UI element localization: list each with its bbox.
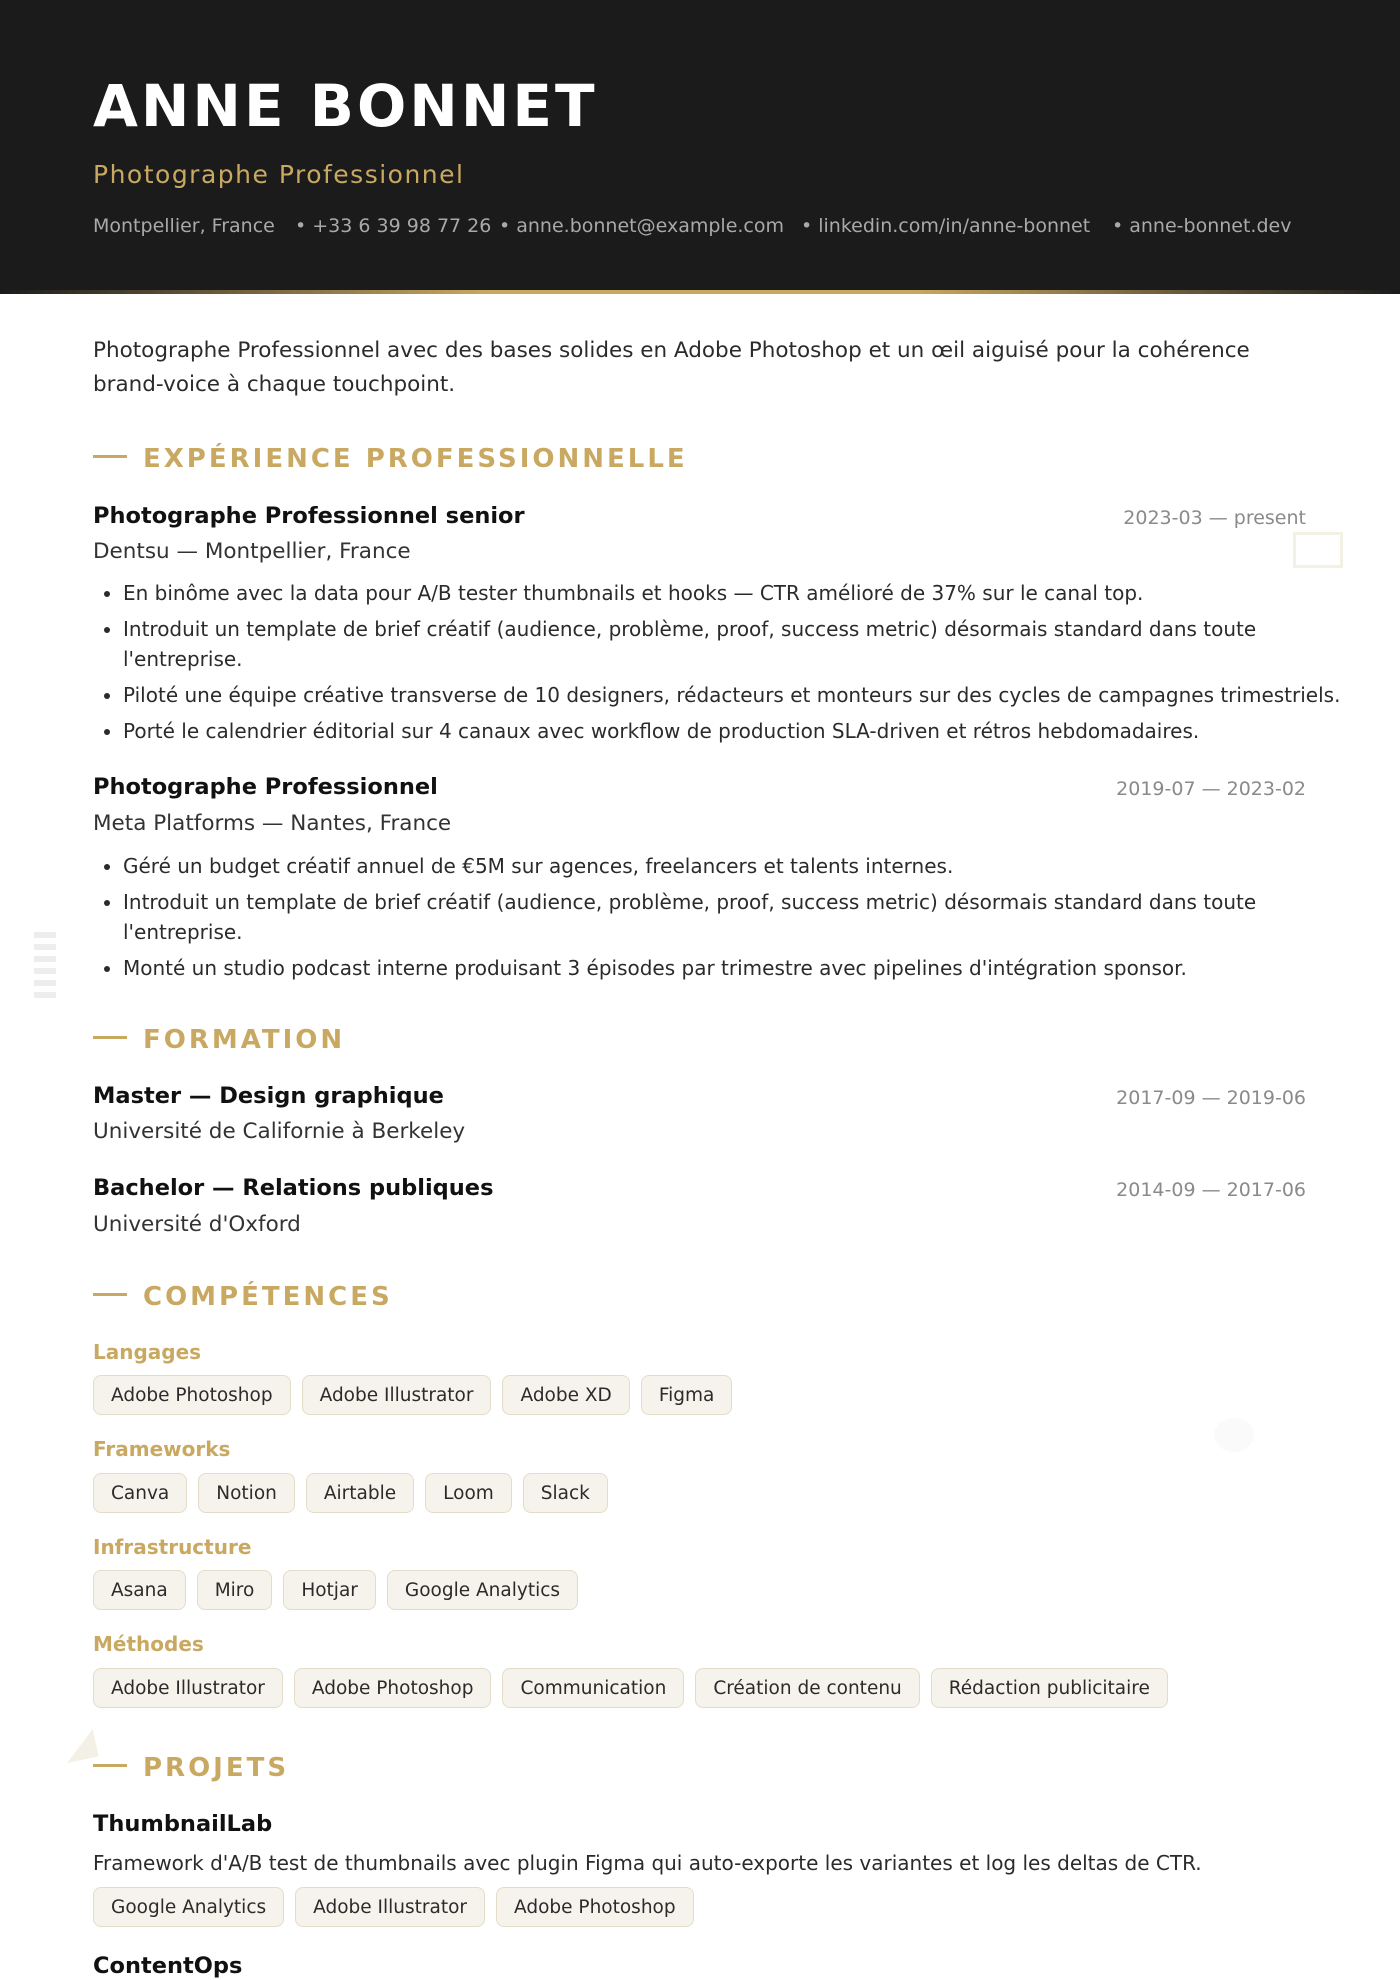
list-item: • En binôme avec la data pour A/B tester thumbnails et hooks — CTR amélioré de 37% sur le canal top. <box>123 578 1343 608</box>
profile-summary: Photographe Professionnel avec des bases solides en Adobe Photoshop et un œil aiguisé pour la cohérence brand-voice à chaque touchpoint. <box>93 338 1250 397</box>
list-item: • Géré un budget créatif annuel de €5M sur agences, freelancers et talents internes. <box>123 851 1343 881</box>
list-item: • Introduit un template de brief créatif (audience, problème, proof, success metric) désormais standard dans toute l'entreprise. <box>123 614 1343 674</box>
job-bullets <box>93 578 1343 752</box>
skill-tag-row <box>93 1570 589 1614</box>
project-description: Framework d'A/B test de thumbnails avec plugin Figma qui auto-exporte les variantes et log les deltas de CTR. <box>93 1851 1202 1875</box>
skill-group-label: Frameworks <box>93 1437 231 1461</box>
job-title: Photographe Professionnel senior <box>93 503 525 529</box>
skill-tag: Adobe XD <box>502 1375 629 1415</box>
job-title: Photographe Professionnel <box>93 774 438 800</box>
education-degree: Bachelor — Relations publiques <box>93 1175 494 1201</box>
contact-website[interactable]: • anne-bonnet.dev <box>1112 215 1292 237</box>
skill-tag: Adobe Photoshop <box>93 1375 291 1415</box>
skill-tag: Création de contenu <box>695 1668 919 1708</box>
section-title-education: FORMATION <box>93 1025 345 1055</box>
skill-group-label: Langages <box>93 1340 202 1364</box>
project-tag: Google Analytics <box>93 1887 284 1927</box>
header-banner <box>0 0 1400 294</box>
education-dates: 2017-09 — 2019-06 <box>1116 1087 1306 1109</box>
job-company: Dentsu — Montpellier, France <box>93 539 411 564</box>
header-gold-rule <box>0 290 1400 294</box>
contact-phone: • +33 6 39 98 77 26 <box>295 215 492 237</box>
skill-group-label: Méthodes <box>93 1632 204 1656</box>
skill-tag: Rédaction publicitaire <box>931 1668 1168 1708</box>
list-item: • Piloté une équipe créative transverse de 10 designers, rédacteurs et monteurs sur des cycles de campagnes trimestriels. <box>123 680 1343 710</box>
skill-tag: Asana <box>93 1570 186 1610</box>
project-name: ContentOps <box>93 1953 243 1979</box>
project-name: ThumbnailLab <box>93 1811 273 1837</box>
education-dates: 2014-09 — 2017-06 <box>1116 1179 1306 1201</box>
skill-group-label: Infrastructure <box>93 1535 252 1559</box>
section-dash <box>93 1293 127 1296</box>
job-company: Meta Platforms — Nantes, France <box>93 811 452 836</box>
decorative-outline-box <box>1293 532 1343 568</box>
project-tag-row <box>93 1887 705 1931</box>
job-dates: 2019-07 — 2023-02 <box>1116 778 1306 800</box>
section-dash <box>93 1764 127 1767</box>
skill-tag: Miro <box>197 1570 273 1610</box>
candidate-name: ANNE BONNET <box>93 72 598 140</box>
skill-tag: Canva <box>93 1473 187 1513</box>
skill-tag: Adobe Illustrator <box>93 1668 283 1708</box>
skill-tag: Figma <box>641 1375 733 1415</box>
section-title-skills: COMPÉTENCES <box>93 1282 393 1312</box>
list-item: • Monté un studio podcast interne produisant 3 épisodes par trimestre avec pipelines d'intégration sponsor. <box>123 953 1343 983</box>
skill-tag: Communication <box>502 1668 684 1708</box>
job-bullets <box>93 851 1343 989</box>
decorative-dot <box>1214 1418 1254 1452</box>
skill-tag: Notion <box>198 1473 295 1513</box>
education-school: Université de Californie à Berkeley <box>93 1119 466 1144</box>
list-item: • Introduit un template de brief créatif (audience, problème, proof, success metric) désormais standard dans toute l'entreprise. <box>123 887 1343 947</box>
skill-tag-row <box>93 1375 743 1419</box>
list-item: • Porté le calendrier éditorial sur 4 canaux avec workflow de production SLA-driven et rétros hebdomadaires. <box>123 716 1343 746</box>
skill-tag-row <box>93 1473 619 1517</box>
contact-linkedin[interactable]: • linkedin.com/in/anne-bonnet <box>801 215 1091 237</box>
section-dash <box>93 455 127 458</box>
project-tag: Adobe Illustrator <box>295 1887 485 1927</box>
candidate-role: Photographe Professionnel <box>93 160 465 189</box>
decorative-stripes <box>34 932 56 1004</box>
project-tag: Adobe Photoshop <box>496 1887 694 1927</box>
skill-tag: Hotjar <box>283 1570 376 1610</box>
skill-tag: Google Analytics <box>387 1570 578 1610</box>
skill-tag: Adobe Photoshop <box>294 1668 492 1708</box>
contact-location: Montpellier, France <box>93 215 275 237</box>
education-school: Université d'Oxford <box>93 1212 301 1237</box>
job-dates: 2023-03 — present <box>1123 507 1306 529</box>
skill-tag-row <box>93 1668 1179 1712</box>
section-dash <box>93 1036 127 1039</box>
section-title-experience: EXPÉRIENCE PROFESSIONNELLE <box>93 444 688 474</box>
education-degree: Master — Design graphique <box>93 1083 444 1109</box>
skill-tag: Airtable <box>306 1473 414 1513</box>
skill-tag: Adobe Illustrator <box>302 1375 492 1415</box>
section-title-projects: PROJETS <box>93 1753 289 1783</box>
contact-email[interactable]: • anne.bonnet@example.com <box>499 215 785 237</box>
skill-tag: Loom <box>425 1473 512 1513</box>
skill-tag: Slack <box>523 1473 608 1513</box>
